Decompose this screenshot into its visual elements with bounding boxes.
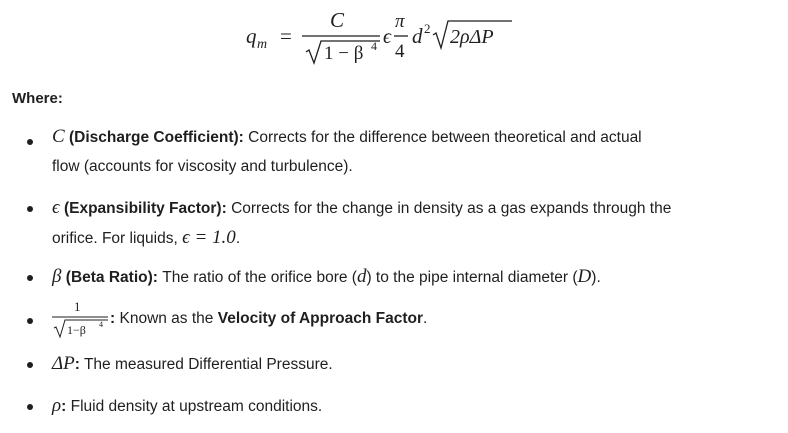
formula-d-exponent: 2 bbox=[424, 21, 431, 36]
formula-lhs-subscript: m bbox=[257, 37, 268, 52]
colon: : bbox=[110, 310, 116, 327]
item-line-2 bbox=[52, 228, 240, 249]
formula-epsilon: ϵ bbox=[383, 26, 392, 48]
formula-pi-denominator: 4 bbox=[395, 41, 405, 62]
description-suffix: . bbox=[235, 230, 241, 247]
description: Corrects for the change in density as a gas expands through the bbox=[231, 200, 672, 217]
formula-denominator-exponent: 4 bbox=[371, 39, 377, 53]
symbol: ΔP bbox=[52, 353, 75, 374]
formula-d: d bbox=[412, 24, 423, 48]
formula-equals: = bbox=[280, 24, 292, 48]
symbol: ρ bbox=[52, 395, 62, 416]
description-bold: Velocity of Approach Factor bbox=[217, 310, 423, 327]
formula-lhs: q bbox=[246, 24, 257, 48]
term: (Expansibility Factor): bbox=[63, 200, 227, 217]
description-math-D: D bbox=[577, 266, 592, 287]
description-prefix: The ratio of the orifice bore ( bbox=[162, 269, 357, 286]
term: (Beta Ratio): bbox=[65, 269, 158, 286]
main-formula bbox=[0, 6, 788, 68]
description-prefix: orifice. For liquids, bbox=[52, 230, 183, 247]
description-mid: ) to the pipe internal diameter ( bbox=[366, 269, 578, 286]
item-line-1 bbox=[52, 267, 601, 288]
item-line-1 bbox=[52, 198, 671, 219]
approach-factor-fraction bbox=[50, 298, 112, 340]
fraction-numerator: 1 bbox=[74, 299, 81, 314]
item-line-2 bbox=[52, 157, 353, 177]
formula-numerator: C bbox=[330, 8, 345, 32]
colon: : bbox=[61, 398, 67, 415]
where-heading: Where: bbox=[12, 90, 63, 107]
bullet-icon bbox=[27, 139, 33, 145]
formula-pi: π bbox=[395, 11, 405, 32]
description: Fluid density at upstream conditions. bbox=[70, 398, 323, 415]
description-math: ϵ = 1.0 bbox=[182, 227, 236, 248]
symbol: C bbox=[52, 126, 65, 147]
item-line-1 bbox=[52, 354, 333, 375]
bullet-icon bbox=[27, 362, 33, 368]
description-suffix: ). bbox=[591, 269, 601, 286]
item-line-1 bbox=[52, 127, 642, 148]
bullet-icon bbox=[27, 404, 33, 410]
description-suffix: . bbox=[423, 310, 428, 327]
description-math-d: d bbox=[356, 266, 367, 287]
item-line-1 bbox=[110, 309, 427, 329]
bullet-icon bbox=[27, 206, 33, 212]
bullet-icon bbox=[27, 318, 33, 324]
description: The measured Differential Pressure. bbox=[83, 356, 333, 373]
term: (Discharge Coefficient): bbox=[69, 129, 244, 146]
description: Corrects for the difference between theoretical and actual bbox=[248, 129, 642, 146]
description-cont: flow (accounts for viscosity and turbulence). bbox=[52, 158, 353, 175]
formula-svg bbox=[244, 6, 544, 68]
bullet-icon bbox=[27, 275, 33, 281]
symbol: β bbox=[52, 266, 62, 287]
formula-root-body-2: 2ρΔP bbox=[450, 26, 494, 48]
symbol: ϵ bbox=[52, 197, 60, 218]
fraction-root-body: 1−β bbox=[67, 323, 86, 337]
fraction-exponent: 4 bbox=[99, 320, 103, 329]
colon: : bbox=[74, 356, 80, 373]
formula-denominator-body: 1 − β bbox=[324, 43, 364, 64]
item-line-1 bbox=[52, 396, 322, 417]
description-prefix: Known as the bbox=[119, 310, 218, 327]
